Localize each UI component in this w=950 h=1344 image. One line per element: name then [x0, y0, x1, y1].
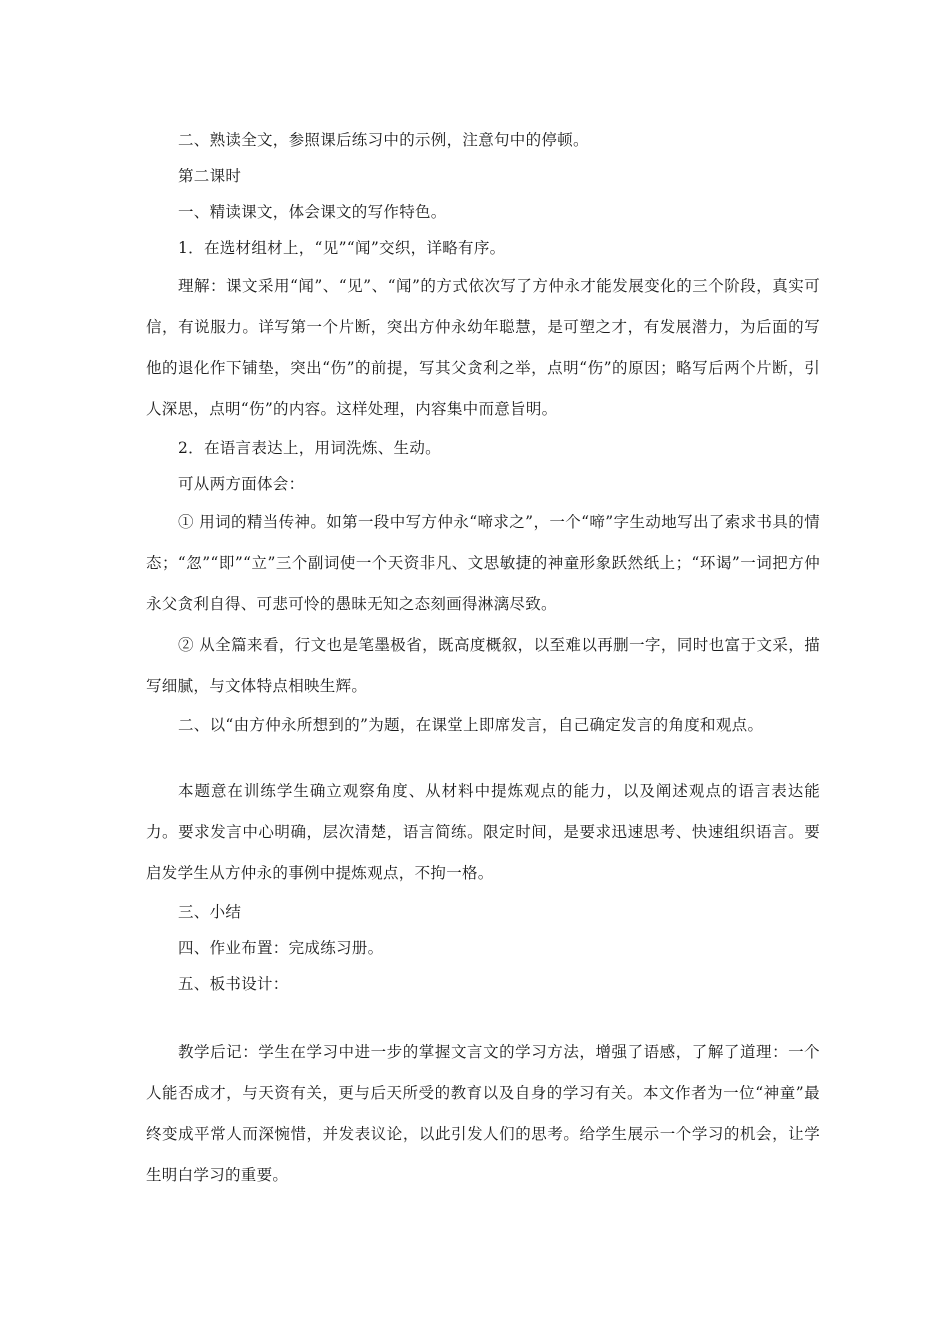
paragraph-understanding: 理解：课文采用“闻”、“见”、“闻”的方式依次写了方仲永才能发展变化的三个阶段，真实可信，有说服力。详写第一个片断，突出方仲永幼年聪慧，是可塑之才，有发展潜力，为后面的写他的退化作下铺垫，突出“伤”的前提，写其父贪利之举，点明“伤”的原因；略写后两个片断，引人深思，点明“伤”的内容。这样处理，内容集中而意旨明。 [146, 277, 820, 418]
lesson-heading-second-period: 第二课时 [178, 167, 242, 185]
section-heading-homework: 四、作业布置：完成练习册。 [178, 939, 384, 957]
paragraph-aspect-one: ① 用词的精当传神。如第一段中写方仲永“啼求之”，一个“啼”字生动地写出了索求书具的情态；“忽”“即”“立”三个副词使一个天资非凡、文思敏捷的神童形象跃然纸上；“环谒”一词把方仲永父贪利自得、可悲可怜的愚昧无知之态刻画得淋漓尽致。 [146, 513, 820, 613]
spacer [146, 743, 820, 771]
section-heading-close-reading: 一、精读课文，体会课文的写作特色。 [178, 203, 447, 221]
paragraph-teaching-notes: 教学后记：学生在学习中进一步的掌握文言文的学习方法，增强了语感，了解了道理：一个人能否成才，与天资有关，更与后天所受的教育以及自身的学习有关。本文作者为一位“神童”最终变成平常人而深惋惜，并发表议论，以此引发人们的思考。给学生展示一个学习的机会，让学生明白学习的重要。 [146, 1043, 820, 1184]
section-heading-speech: 二、以“由方仲永所想到的”为题，在课堂上即席发言，自己确定发言的角度和观点。 [178, 716, 764, 734]
section-heading-summary: 三、小结 [178, 903, 242, 921]
point-heading-material: 1．在选材组材上，“见”“闻”交织，详略有序。 [178, 239, 506, 257]
paragraph-aspect-two: ② 从全篇来看，行文也是笔墨极省，既高度概叙，以至难以再删一字，同时也富于文采，描写细腻，与文体特点相映生辉。 [146, 636, 820, 695]
spacer [146, 1002, 820, 1032]
section-heading-board-design: 五、板书设计： [178, 975, 289, 993]
document-body [146, 122, 820, 1196]
point-intro-two-aspects: 可从两方面体会： [178, 475, 305, 493]
section-heading-read-aloud: 二、熟读全文，参照课后练习中的示例，注意句中的停顿。 [178, 131, 589, 149]
paragraph-speech-purpose: 本题意在训练学生确立观察角度、从材料中提炼观点的能力，以及阐述观点的语言表达能力。要求发言中心明确，层次清楚，语言简练。限定时间，是要求迅速思考、快速组织语言。要启发学生从方仲永的事例中提炼观点，不拘一格。 [146, 782, 820, 882]
point-heading-language: 2．在语言表达上，用词洗炼、生动。 [178, 439, 441, 457]
